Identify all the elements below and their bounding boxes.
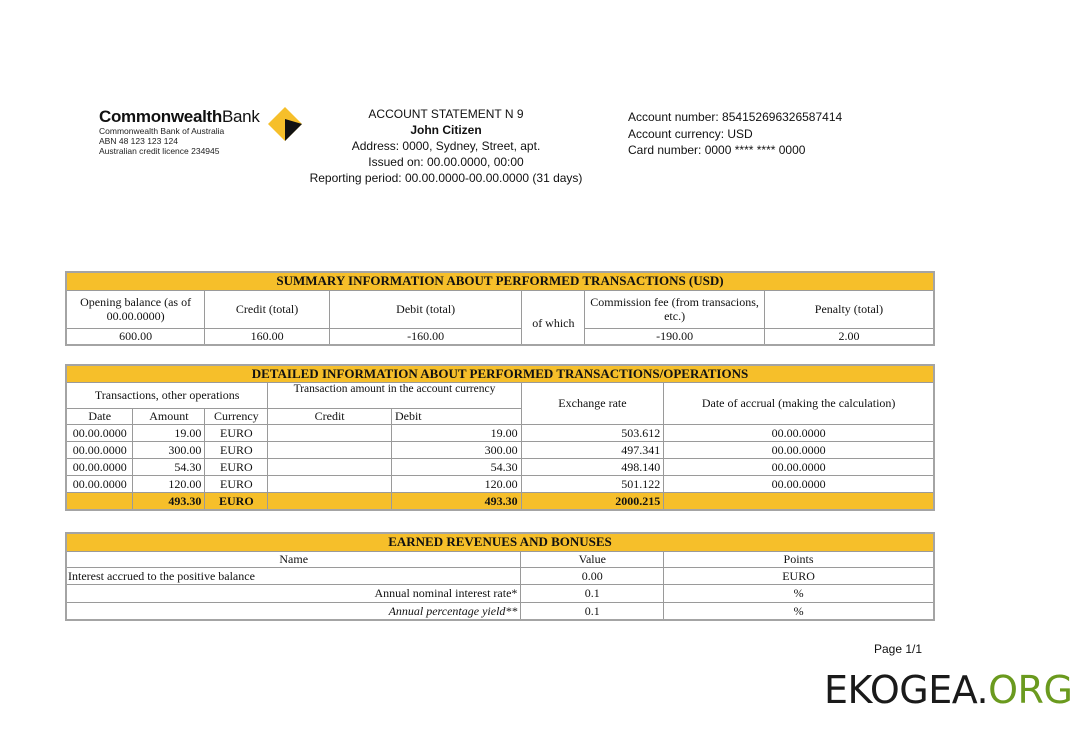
earned-title: EARNED REVENUES AND BONUSES bbox=[66, 533, 934, 551]
account-number: Account number: 854152696326587414 bbox=[628, 110, 843, 124]
earned-points: EURO bbox=[664, 567, 934, 584]
opening-balance-header: Opening balance (as of 00.00.0000) bbox=[66, 290, 205, 328]
statement-header bbox=[300, 106, 592, 186]
currency-header: Currency bbox=[205, 408, 268, 424]
debit-header: Debit bbox=[391, 408, 521, 424]
commission-header: Commission fee (from transacions, etc.) bbox=[585, 290, 765, 328]
table-row bbox=[66, 567, 934, 584]
name-header: Name bbox=[66, 551, 521, 567]
date-header: Date bbox=[66, 408, 133, 424]
statement-title: ACCOUNT STATEMENT N 9 bbox=[368, 107, 524, 121]
debit-total-header: Debit (total) bbox=[329, 290, 521, 328]
row-date: 00.00.0000 bbox=[66, 424, 133, 441]
row-amount: 19.00 bbox=[133, 424, 205, 441]
total-debit: 493.30 bbox=[391, 492, 521, 510]
account-currency: Account currency: USD bbox=[628, 126, 753, 141]
table-row bbox=[66, 424, 934, 441]
total-amount: 493.30 bbox=[133, 492, 205, 510]
totals-row bbox=[66, 492, 934, 510]
bank-subtitle-3: Australian credit licence 234945 bbox=[99, 146, 220, 156]
earned-value: 0.1 bbox=[521, 602, 664, 620]
table-row bbox=[66, 441, 934, 458]
page-number: Page 1/1 bbox=[874, 642, 923, 656]
row-rate: 503.612 bbox=[521, 424, 664, 441]
row-date: 00.00.0000 bbox=[66, 441, 133, 458]
summary-title: SUMMARY INFORMATION ABOUT PERFORMED TRANSACTIONS (USD) bbox=[66, 272, 934, 290]
row-credit bbox=[268, 458, 392, 475]
watermark-part1: EKOGEA. bbox=[824, 668, 989, 712]
row-currency: EURO bbox=[205, 424, 268, 441]
penalty-header: Penalty (total) bbox=[764, 290, 934, 328]
commission-value: -190.00 bbox=[585, 328, 765, 345]
row-date: 00.00.0000 bbox=[66, 475, 133, 492]
row-rate: 498.140 bbox=[521, 458, 664, 475]
holder-address: Address: 0000, Sydney, Street, apt. bbox=[351, 139, 541, 153]
table-row bbox=[66, 584, 934, 602]
value-header: Value bbox=[521, 551, 664, 567]
accrual-date-header: Date of accrual (making the calculation) bbox=[664, 382, 934, 424]
earned-name: Annual percentage yield** bbox=[66, 602, 521, 620]
row-amount: 54.30 bbox=[133, 458, 205, 475]
earned-points: % bbox=[664, 602, 934, 620]
row-credit bbox=[268, 441, 392, 458]
credit-total-header: Credit (total) bbox=[205, 290, 330, 328]
points-header: Points bbox=[664, 551, 934, 567]
row-debit: 300.00 bbox=[391, 441, 521, 458]
row-credit bbox=[268, 424, 392, 441]
bank-subtitle-2: ABN 48 123 123 124 bbox=[99, 136, 178, 146]
account-info bbox=[628, 109, 928, 159]
row-currency: EURO bbox=[205, 475, 268, 492]
table-row bbox=[66, 458, 934, 475]
total-currency: EURO bbox=[205, 492, 268, 510]
opening-balance-value: 600.00 bbox=[66, 328, 205, 345]
summary-table bbox=[65, 271, 935, 346]
row-credit bbox=[268, 475, 392, 492]
earned-table bbox=[65, 532, 935, 621]
bank-diamond-icon bbox=[268, 107, 302, 141]
earned-name: Interest accrued to the positive balance bbox=[66, 567, 521, 584]
table-row bbox=[66, 475, 934, 492]
debit-total-value: -160.00 bbox=[329, 328, 521, 345]
detailed-table bbox=[65, 364, 935, 511]
row-debit: 120.00 bbox=[391, 475, 521, 492]
card-number: Card number: 0000 **** **** 0000 bbox=[628, 143, 806, 157]
row-amount: 300.00 bbox=[133, 441, 205, 458]
watermark bbox=[824, 668, 1072, 712]
row-rate: 497.341 bbox=[521, 441, 664, 458]
totals-date-empty bbox=[66, 492, 133, 510]
bank-name: CommonwealthBank bbox=[99, 107, 260, 126]
row-rate: 501.122 bbox=[521, 475, 664, 492]
row-accrual: 00.00.0000 bbox=[664, 441, 934, 458]
row-currency: EURO bbox=[205, 458, 268, 475]
credit-total-value: 160.00 bbox=[205, 328, 330, 345]
row-accrual: 00.00.0000 bbox=[664, 458, 934, 475]
amount-header: Amount bbox=[133, 408, 205, 424]
transactions-header: Transactions, other operations bbox=[66, 382, 268, 408]
row-date: 00.00.0000 bbox=[66, 458, 133, 475]
issued-date: Issued on: 00.00.0000, 00:00 bbox=[368, 155, 524, 169]
total-accrual-empty bbox=[664, 492, 934, 510]
of-which-header: of which bbox=[522, 290, 585, 345]
total-credit-empty bbox=[268, 492, 392, 510]
row-currency: EURO bbox=[205, 441, 268, 458]
watermark-part2: ORG bbox=[988, 668, 1072, 712]
bank-subtitle-1: Commonwealth Bank of Australia bbox=[99, 126, 225, 136]
earned-value: 0.1 bbox=[521, 584, 664, 602]
credit-header: Credit bbox=[268, 408, 392, 424]
exchange-rate-header: Exchange rate bbox=[521, 382, 664, 424]
detailed-title: DETAILED INFORMATION ABOUT PERFORMED TRANSACTIONS/OPERATIONS bbox=[66, 365, 934, 382]
row-debit: 19.00 bbox=[391, 424, 521, 441]
total-rate: 2000.215 bbox=[521, 492, 664, 510]
table-row bbox=[66, 602, 934, 620]
earned-name: Annual nominal interest rate* bbox=[66, 584, 521, 602]
penalty-value: 2.00 bbox=[764, 328, 934, 345]
row-debit: 54.30 bbox=[391, 458, 521, 475]
earned-value: 0.00 bbox=[521, 567, 664, 584]
holder-name: John Citizen bbox=[410, 123, 482, 137]
row-accrual: 00.00.0000 bbox=[664, 424, 934, 441]
reporting-period: Reporting period: 00.00.0000-00.00.0000 (31 days) bbox=[309, 171, 583, 185]
earned-points: % bbox=[664, 584, 934, 602]
row-accrual: 00.00.0000 bbox=[664, 475, 934, 492]
amount-currency-header: Transaction amount in the account currency bbox=[268, 382, 521, 408]
row-amount: 120.00 bbox=[133, 475, 205, 492]
